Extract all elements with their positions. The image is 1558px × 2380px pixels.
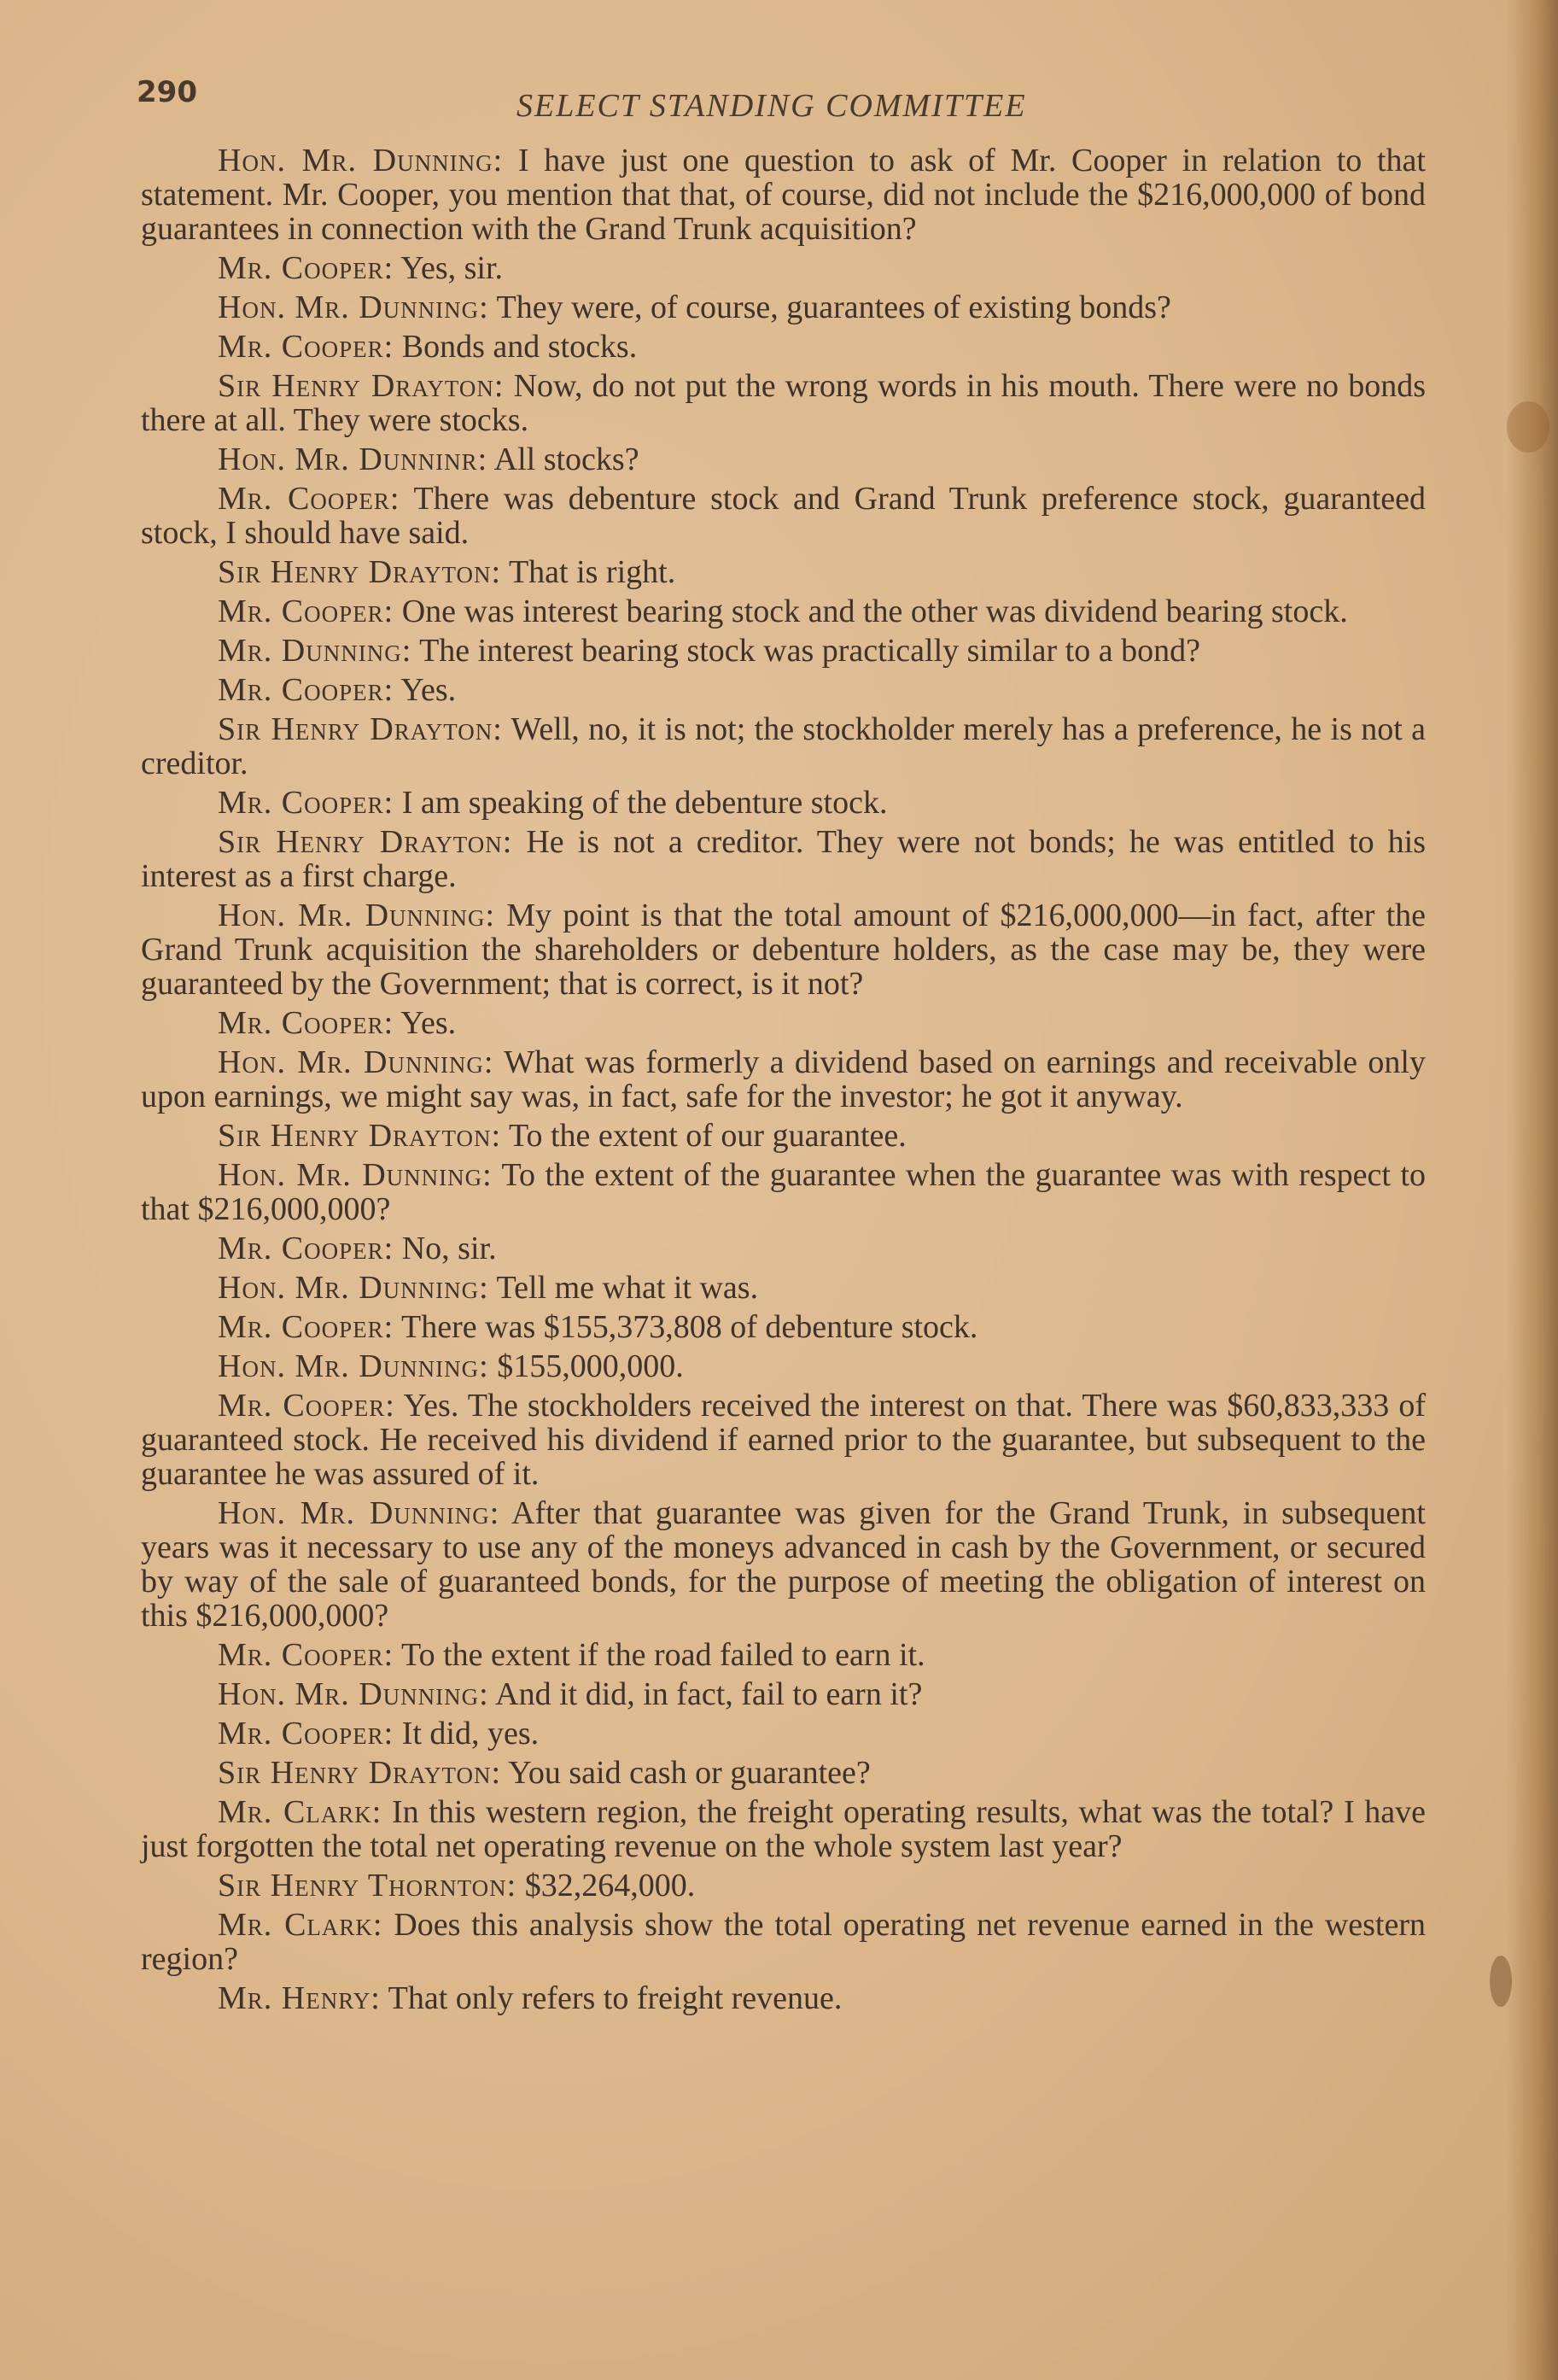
speech-text: What was formerly a dividend based on earnings and receivable only upon earnings, we might say was, in fact, safe for the investor; he got it anyway. [141,1044,1426,1114]
speech-text: One was interest bearing stock and the other was dividend bearing stock. [394,594,1348,629]
stain-spot [1507,401,1549,453]
speech-text: $32,264,000. [516,1868,696,1903]
transcript-paragraph [141,1677,1426,1711]
transcript-paragraph [141,1158,1426,1226]
speech-text: Well, no, it is not; the stockholder merely has a preference, he is not a creditor. [141,711,1426,781]
speaker-name: Sir Henry Thornton: [218,1868,517,1903]
transcript-paragraph [141,369,1426,437]
transcript-paragraph [141,1271,1426,1305]
speaker-name: Hon. Mr. Dunning: [218,1270,489,1306]
transcript-paragraph [141,1389,1426,1491]
transcript-paragraph [141,1496,1426,1633]
speaker-name: Mr. Clark: [218,1794,382,1830]
speaker-name: Sir Henry Drayton: [218,368,505,404]
speech-text: To the extent of our guarantee. [501,1118,907,1154]
transcript-paragraph [141,1310,1426,1344]
speaker-name: Sir Henry Drayton: [218,1118,502,1154]
speaker-name: Mr. Henry: [218,1980,381,2016]
transcript-paragraph [141,673,1426,707]
speaker-name: Mr. Cooper: [218,481,400,517]
page-number: 290 [137,75,197,109]
speech-text: Does this analysis show the total operating net revenue earned in the western region? [141,1907,1426,1977]
speaker-name: Hon. Mr. Dunning: [218,1157,493,1193]
transcript-paragraph [141,594,1426,629]
speech-text: All stocks? [487,441,639,477]
transcript-paragraph [141,786,1426,820]
running-head: SELECT STANDING COMMITTEE [516,88,1027,124]
speaker-name: Mr. Clark: [218,1907,383,1943]
transcript-paragraph [141,1981,1426,2015]
speaker-name: Mr. Cooper: [218,785,394,821]
speaker-name: Hon. Mr. Dunning: [218,1348,489,1384]
speech-text: It did, yes. [394,1716,540,1751]
speech-text: My point is that the total amount of $216,000,000—in fact, after the Grand Trunk acquisition the shareholders or debenture holders, as the case may be, they were guaranteed by the Government; that is correct, is it not? [141,898,1426,1002]
speech-text: And it did, in fact, fail to earn it? [488,1676,923,1712]
speech-text: After that guarantee was given for the Grand Trunk, in subsequent years was it necessary to use any of the moneys advanced in cash by the Government, or secured by way of the sale of guaranteed bonds, for the purpose of meeting the obligation of interest on this $216,000,000? [141,1495,1426,1634]
transcript-paragraph [141,1908,1426,1976]
speaker-name: Hon. Mr. Dunning: [218,898,496,933]
speaker-name: Mr. Cooper: [218,1231,394,1266]
speaker-name: Mr. Dunning: [218,633,412,669]
speaker-name: Hon. Mr. Dunning: [218,1044,494,1080]
speech-text: Yes. [394,1005,457,1041]
transcript-paragraph [141,712,1426,781]
transcript-paragraph [141,143,1426,246]
speaker-name: Sir Henry Drayton: [218,824,513,860]
speaker-name: Mr. Cooper: [218,329,394,365]
page-header [137,75,1434,126]
speech-text: Tell me what it was. [488,1270,759,1306]
transcript-paragraph [141,1716,1426,1751]
transcript-paragraph [141,555,1426,589]
transcript-paragraph [141,1349,1426,1383]
transcript-paragraph [141,330,1426,364]
transcript-paragraph [141,1119,1426,1153]
speech-text: In this western region, the freight operating results, what was the total? I have just forgotten the total net operating revenue on the whole system last year? [141,1794,1426,1864]
page-edge-shading [1507,0,1558,2380]
speaker-name: Mr. Cooper: [218,672,394,708]
speaker-name: Sir Henry Drayton: [218,1755,502,1791]
transcript-paragraph [141,1045,1426,1114]
speaker-name: Hon. Mr. Dunning: [218,1676,489,1712]
speech-text: I am speaking of the debenture stock. [394,785,888,821]
stain-spot [1490,1956,1512,2007]
transcript-body [141,143,1426,2020]
speech-text: To the extent of the guarantee when the guarantee was with respect to that $216,000,000? [141,1157,1426,1227]
speech-text: Yes, sir. [394,250,504,286]
transcript-paragraph [141,825,1426,893]
speaker-name: Mr. Cooper: [218,1637,394,1673]
speaker-name: Mr. Cooper: [218,1005,394,1041]
speaker-name: Sir Henry Drayton: [218,554,502,590]
speaker-name: Hon. Mr. Dunninr: [218,441,488,477]
transcript-paragraph [141,1638,1426,1672]
transcript-paragraph [141,442,1426,477]
speech-text: There was $155,373,808 of debenture stock. [394,1309,978,1345]
transcript-paragraph [141,1756,1426,1790]
speech-text: They were, of course, guarantees of existing bonds? [488,289,1171,325]
speaker-name: Mr. Cooper: [218,1716,394,1751]
transcript-paragraph [141,1795,1426,1863]
transcript-paragraph [141,898,1426,1001]
speech-text: Yes. The stockholders received the interest on that. There was $60,833,333 of guaranteed stock. He received his dividend if earned prior to the guarantee, but subsequent to the guarantee he was assured of it. [141,1388,1426,1492]
speech-text: There was debenture stock and Grand Trunk preference stock, guaranteed stock, I should have said. [141,481,1426,551]
transcript-paragraph [141,1231,1426,1266]
speech-text: No, sir. [394,1231,497,1266]
speech-text: Now, do not put the wrong words in his mouth. There were no bonds there at all. They were stocks. [141,368,1426,438]
transcript-paragraph [141,634,1426,668]
speech-text: You said cash or guarantee? [501,1755,871,1791]
speech-text: To the extent if the road failed to earn it. [394,1637,925,1673]
speaker-name: Hon. Mr. Dunning: [218,289,489,325]
speech-text: That only refers to freight revenue. [380,1980,843,2016]
speech-text: He is not a creditor. They were not bonds; he was entitled to his interest as a first charge. [141,824,1426,894]
transcript-paragraph [141,1868,1426,1903]
transcript-paragraph [141,1006,1426,1040]
speaker-name: Hon. Mr. Dunning: [218,1495,500,1531]
speaker-name: Mr. Cooper: [218,1388,395,1424]
transcript-paragraph [141,482,1426,550]
speech-text: The interest bearing stock was practically similar to a bond? [411,633,1200,669]
speaker-name: Sir Henry Drayton: [218,711,503,747]
speaker-name: Hon. Mr. Dunning: [218,143,504,178]
speaker-name: Mr. Cooper: [218,1309,394,1345]
speech-text: $155,000,000. [488,1348,684,1384]
speech-text: I have just one question to ask of Mr. Cooper in relation to that statement. Mr. Cooper, you mention that that, of course, did not include the $216,000,000 of bond guarantees in connection with the Grand Trunk acquisition? [141,143,1426,247]
transcript-paragraph [141,290,1426,325]
speech-text: Yes. [394,672,457,708]
speech-text: Bonds and stocks. [394,329,638,365]
speaker-name: Mr. Cooper: [218,594,394,629]
speech-text: That is right. [501,554,676,590]
transcript-paragraph [141,251,1426,285]
speaker-name: Mr. Cooper: [218,250,394,286]
